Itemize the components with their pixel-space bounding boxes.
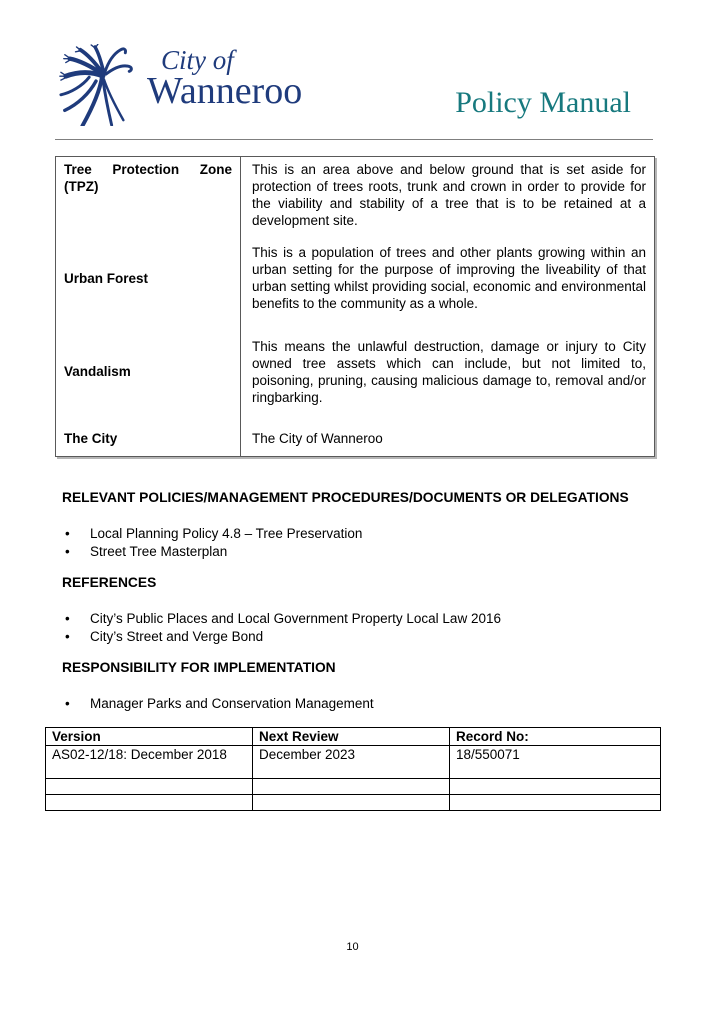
definition-text: This is an area above and below ground that is set aside for protection of trees roots, trunk and crown in order to provide for the viability and stability of a tree that is to be retained at a development site. [252, 162, 646, 228]
page-header [57, 44, 631, 126]
bullet-list [62, 610, 655, 646]
bullet-item: • City’s Street and Verge Bond [90, 628, 655, 646]
definition-row [56, 157, 654, 233]
definition-row [56, 323, 654, 420]
version-table-cell: December 2023 [253, 746, 450, 779]
policy-sections [62, 490, 655, 713]
policy-section [62, 575, 655, 646]
policy-section [62, 660, 655, 713]
logo-wordmark [147, 44, 302, 110]
version-table-header: Record No: [450, 728, 661, 746]
definition-text: The City of Wanneroo [252, 430, 383, 446]
definition-text: This is a population of trees and other plants growing within an urban setting for the purpose of improving the liveability of that urban setting whilst providing social, economic and environmental benefits to the community as a whole. [252, 245, 646, 311]
version-table-cell [46, 779, 253, 795]
version-table [45, 727, 661, 811]
version-table-cell [450, 795, 661, 811]
bullet-item: • Manager Parks and Conservation Management [90, 695, 655, 713]
section-heading: REFERENCES [62, 575, 157, 590]
version-table-cell [253, 779, 450, 795]
definition-row [56, 420, 654, 456]
city-of-wanneroo-logo [57, 44, 302, 126]
bullet-item: • City’s Public Places and Local Government Property Local Law 2016 [90, 610, 655, 628]
logo-wanneroo-text: Wanneroo [147, 70, 303, 112]
section-heading: RESPONSIBILITY FOR IMPLEMENTATION [62, 660, 336, 675]
version-table-row [46, 746, 661, 779]
version-table-header: Next Review [253, 728, 450, 746]
logo-city-of-text: City of [161, 45, 234, 75]
version-table-cell: 18/550071 [450, 746, 661, 779]
bullet-item: • Local Planning Policy 4.8 – Tree Preservation [90, 525, 655, 543]
definition-term: The City [56, 420, 241, 456]
version-table-row [46, 795, 661, 811]
policy-section [62, 490, 655, 561]
definition-term: Tree Protection Zone (TPZ) [56, 157, 241, 233]
version-table-header: Version [46, 728, 253, 746]
bullet-item: • Street Tree Masterplan [90, 543, 655, 561]
version-table-cell [253, 795, 450, 811]
definitions-table [55, 156, 655, 457]
definition-term: Vandalism [56, 323, 241, 420]
version-table-cell [450, 779, 661, 795]
version-table-cell: AS02-12/18: December 2018 [46, 746, 253, 779]
definition-row [56, 233, 654, 323]
definition-term: Urban Forest [56, 233, 241, 323]
kangaroo-paw-flower-icon [57, 44, 137, 126]
definition-text: This means the unlawful destruction, damage or injury to City owned tree assets which can include, but not limited to, poisoning, pruning, causing malicious damage to, removal and/or ringbarking. [252, 338, 646, 405]
version-table-row [46, 779, 661, 795]
section-heading: RELEVANT POLICIES/MANAGEMENT PROCEDURES/DOCUMENTS OR DELEGATIONS [62, 490, 629, 505]
page-number: 10 [346, 941, 359, 953]
document-title: Policy Manual [455, 86, 631, 119]
version-table-header-row [46, 728, 661, 746]
bullet-list [62, 525, 655, 561]
header-divider-line [55, 139, 653, 140]
bullet-list [62, 695, 655, 713]
version-table-cell [46, 795, 253, 811]
